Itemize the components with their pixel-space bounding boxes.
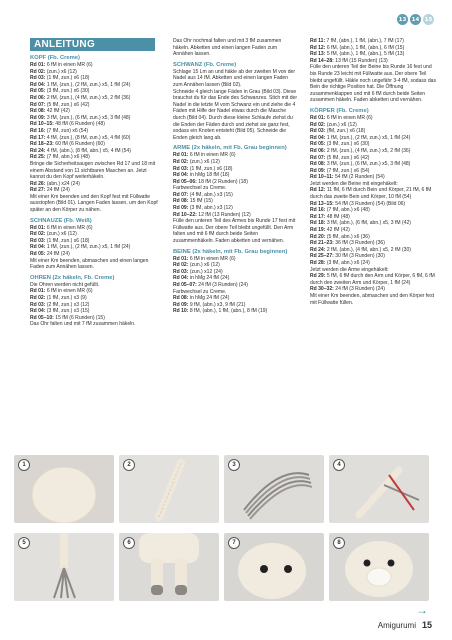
round-label: Rd 08: [173,295,189,302]
round-label: Rd 07: [310,154,326,161]
instruction-text: 1 fM, (zun.), (2 fM, zun.) x5, 1 fM (24) [325,134,411,141]
instruction-line [310,174,438,181]
page-footer [378,620,432,630]
instruction-text: (1 fM, zun.) x3 (9) [45,295,87,301]
round-label: Rd 27: [30,187,46,194]
next-page-arrow[interactable]: → [416,603,428,617]
instruction-text: (1 fM, zun.) x6 (18) [45,237,90,244]
instruction-text: 6 fM in einen MR (6) [45,224,93,231]
round-label: Rd 04: [30,81,46,88]
instruction-text: (zun.) x6 (12) [325,121,357,128]
instruction-line [30,82,160,89]
instruction-text: Mit einer Km beenden, abmaschen und den Körper fest mit Füllwatte füllen. [310,292,435,306]
round-label: Rd 05–06: [173,178,197,185]
instruction-line [30,315,160,322]
instruction-line [30,181,160,188]
instruction-line [30,108,160,115]
instruction-line [310,187,438,200]
instruction-text: (3 fM, zun.) x3 (15) [45,308,90,315]
instruction-text: (abn.) x24 (24) [45,180,80,187]
instruction-text: 24 fM (24) [45,187,70,194]
instruction-line [310,115,438,122]
instruction-line [30,161,160,181]
instruction-line [30,135,160,142]
round-label: Rd 10–22: [173,211,197,218]
instruction-line [30,288,160,295]
instruction-line [173,282,298,289]
instruction-text: 30 fM (3 Runden) (30) [333,253,385,260]
instruction-text: 12 fM (13 Runden) (12) [196,211,251,218]
round-label: Rd 04: [30,308,46,315]
instruction-line [173,302,298,309]
instruction-text: 1 fM, (zun.), (2 fM, zun.) x5, 1 fM (24) [45,81,131,88]
instruction-text: 36 fM (3 Runden) (36) [333,240,385,247]
instruction-line [310,247,438,254]
round-label: Rd 03: [173,268,189,275]
instruction-line [30,295,160,302]
instruction-line [173,275,298,282]
instruction-line [310,273,438,286]
instruction-line [173,152,298,159]
photo-5 [14,533,114,601]
instruction-text: 24 fM (3 Runden) (24) [196,282,248,288]
instruction-text: (zun.) x6 (12) [45,68,77,75]
round-label: Rd 10–15: [30,121,54,128]
round-label: Rd 01: [173,255,189,262]
section-title: SCHNAUZE (Fb. Weiß) [30,217,92,224]
round-label: Rd 07: [30,101,46,108]
instruction-line [173,172,298,179]
instruction-line [173,179,298,186]
round-label: Rd 02: [30,231,46,238]
instruction-text: 42 fM (42) [45,108,70,115]
section-title: SCHWANZ (Fb. Creme) [173,61,237,68]
instruction-text: 6 fM in einen MR (6) [188,255,236,262]
instruction-text: in hMg 18 fM (18) [188,172,230,179]
round-label: Rd 17: [30,134,46,141]
round-label: Rd 06: [310,147,326,154]
instruction-line [310,253,438,260]
photo-7 [224,533,324,601]
section-title: OHREN (2x häkeln, Fb. Creme) [30,274,115,281]
instruction-line [30,95,160,102]
page-number: 15 [421,620,432,630]
instruction-text: Jetzt werden die Arme eingehäkelt: [310,266,389,273]
instruction-text: 5 fM, 6 fM durch den Arm und Körper, 6 fM, 6 fM durch den zweiten Arm und Körper, 1 fM (24) [310,273,435,286]
round-label: Rd 05: [310,141,326,148]
round-label: Rd 12: [310,44,326,51]
round-label: Rd 21–23: [310,240,334,247]
instruction-line [310,64,438,104]
instruction-line [173,198,298,205]
instruction-text: (7 fM, abn.) x6 (48) [45,154,90,161]
instruction-text: (5 fM, zun.) x6 (42) [45,101,90,108]
instruction-line [30,302,160,309]
round-label: Rd 07: [173,191,189,198]
instruction-line [30,258,160,271]
instruction-line [173,212,298,219]
round-label: Rd 03: [30,75,46,82]
magazine-title: Amigurumi [377,621,416,630]
instruction-text: 13 fM (15 Runden) (13) [333,57,388,64]
instruction-text: 2 fM, (zun.), (4 fM, zun.) x5, 2 fM (36) [45,94,131,101]
instruction-line [30,225,160,232]
section-title: BEINE (2x häkeln, mit Fb. Grau beginnen) [173,248,288,255]
instruction-line [310,207,438,214]
instruction-line [310,234,438,241]
photo-number: 7 [228,537,240,549]
round-label: Rd 19: [310,227,326,234]
instruction-line [173,295,298,302]
instructions-heading: ANLEITUNG [30,38,155,51]
instruction-text: Farbwechsel zu Creme. [173,288,227,295]
round-label: Rd 08: [173,198,189,205]
section-title: KÖRPER (Fb. Creme) [310,107,369,114]
instruction-text: 15 fM (15) [188,198,213,205]
instruction-line [30,115,160,122]
instruction-line [310,128,438,135]
instruction-line [310,267,438,274]
round-label: Rd 05–07: [173,282,197,288]
instruction-line [30,69,160,76]
instruction-text: (zun.) x6 (12) [188,262,220,269]
section-body [30,62,160,214]
instruction-text: 1 fM, (zun.), (2 fM, zun.) x5, 1 fM (24) [45,244,131,251]
photo-number: 2 [123,459,135,471]
instruction-line [310,220,438,227]
instruction-text: 15 fM (6 Runden) (15) [53,314,105,321]
instruction-text: (1 fM, zun.) x6 (18) [45,75,90,82]
round-label: Rd 02: [173,158,189,165]
round-label: Rd 06: [30,94,46,101]
round-label: Rd 16: [30,127,46,134]
instruction-text: Mit einer Km beenden und den Kopf fest mit Füllwatte ausstopfen (Bild 01). Langen Faden lassen, um den Kopf später an den Körper zu nähen. [30,193,158,214]
instruction-text: (4 fM, abn.) x3 (15) [188,191,233,198]
round-label: Rd 04: [173,275,189,282]
instruction-line [310,58,438,65]
instruction-text: Mit einer Km beenden, abmaschen und einen langen Faden zum Annähen lassen. [30,257,149,271]
instruction-line [30,102,160,109]
round-label: Rd 18–23: [30,141,54,148]
photo-4 [329,455,429,523]
instruction-text: (fM, zun.) x6 (18) [325,128,366,135]
instruction-text: 4 fM, (zun.), (8 fM, zun.) x5, 4 fM (60) [45,134,131,141]
instruction-text: 42 fM (42) [325,227,350,234]
instruction-line [310,155,438,162]
photo-6 [119,533,219,601]
round-label: Rd 17: [310,213,326,220]
column-1 [30,38,160,328]
instruction-line [30,251,160,258]
instruction-text: (5 fM, abn.) x6 (36) [325,233,370,240]
round-label: Rd 28: [310,260,326,266]
photo-number: 4 [333,459,345,471]
instruction-line [310,181,438,188]
instruction-line [173,185,298,192]
instruction-line [30,128,160,135]
round-label: Rd 11: [310,38,326,44]
instruction-text: 4 fM, (abn.), (8 fM, abn.) x5, 4 fM (54) [45,147,131,154]
round-label: Rd 01: [30,224,46,231]
page-number-badges [397,14,434,25]
instruction-text: (zun.) x6 (12) [45,231,77,238]
instruction-line [30,231,160,238]
round-label: Rd 30–32: [310,286,334,293]
photo-2 [119,455,219,523]
section-title: KOPF (Fb. Creme) [30,55,80,61]
instruction-text: (1 fM, zun.) x6 (18) [188,165,233,172]
instruction-text: 5 fM, (abn.), 1 fM, (abn.), 5 fM (13) [325,51,405,58]
instruction-line [30,141,160,148]
instruction-line [310,240,438,247]
instruction-text: 48 fM (6 Runden) (48) [53,121,105,128]
round-label: Rd 25: [30,154,46,161]
round-label: Rd 12: [310,187,326,194]
round-label: Rd 03: [173,165,189,172]
round-label: Rd 18: [310,220,326,227]
round-label: Rd 09: [173,205,189,212]
round-label: Rd 08: [310,161,326,168]
instruction-line [310,286,438,293]
instruction-line [30,62,160,69]
round-label: Rd 10: [173,308,189,315]
round-label: Rd 02: [30,68,46,75]
instruction-text: 8 fM, (abn.), 1 fM, (abn.), 8 fM (19) [188,308,268,315]
instruction-text: 24 fM (24) [45,251,70,258]
section-body [310,115,438,306]
instruction-line [173,192,298,199]
round-label: Rd 16: [310,207,326,214]
instruction-line [30,238,160,245]
instruction-line [173,308,298,315]
section-body [173,256,298,315]
instruction-text: Farbwechsel zu Creme. [173,185,227,192]
badge-13: 13 [397,14,408,25]
photo-3 [224,455,324,523]
instruction-line [310,45,438,52]
instruction-line [310,161,438,168]
instruction-line [310,141,438,148]
section-body [30,282,160,328]
instruction-line [310,38,438,45]
photo-number: 5 [18,537,30,549]
instruction-text: in hMg 24 fM (24) [188,295,230,302]
round-label: Rd 08: [30,108,46,115]
section-body [173,69,298,142]
badge-15: 15 [423,14,434,25]
instruction-line [310,122,438,129]
round-label: Rd 05: [30,88,46,95]
round-label: Rd 14–28: [310,57,334,64]
instruction-text: (zun.) x12 (24) [188,268,223,275]
instruction-text: (3 fM, zun.) x6 (30) [325,141,370,148]
instruction-text: Die Ohren werden nicht gefüllt. [30,281,100,288]
instruction-text: (5 fM, zun.) x6 (42) [325,154,370,161]
instruction-line [30,121,160,128]
round-label: Rd 01: [310,114,326,121]
instruction-line [173,262,298,269]
instruction-text: Schlage 15 Lm an und häkle ab der zweiten M von der Nadel aus 14 fM. Abketten und einen langen Faden zum Annähen lassen (Bild 02). [173,68,296,88]
instruction-line [30,75,160,82]
instruction-line [310,51,438,58]
instruction-line [173,69,298,89]
round-label: Rd 03: [310,128,326,135]
instruction-text: 3 fM, (abn.), (6 fM, abn.) x5, 3 fM (42) [325,220,411,227]
instruction-text: 48 fM (48) [325,213,350,220]
round-label: Rd 04: [310,134,326,141]
instruction-text: 11 fM, 6 fM durch Bein und Körper, 21 fM, 6 fM durch das zweite Bein und Körper, 10 fM (54) [310,187,432,201]
instruction-line [173,289,298,296]
instruction-text: (7 fM, zun.) x6 (54) [325,167,370,174]
round-label: Rd 01: [30,288,46,295]
round-label: Rd 05–10: [30,314,54,321]
round-label: Rd 24: [30,147,46,154]
instruction-text: Fülle den unteren Teil der Beine bis Runde 16 fest und bis Runde 23 leicht mit Füllwatte aus. Der obere Teil bleibt ungefüllt. Häkle noch ungefähr 3-4 fM, sodass das Bein die richtige Position hat. Die Öffnung zusammenklappen und mit 6 fM durch beide Seiten zusammen häkeln. Faden abketten und vernähen. [310,64,436,104]
round-label: Rd 25–27: [310,253,334,260]
instruction-text: 7 fM, (abn.), 1 fM, (abn.), 7 fM (17) [325,38,404,44]
instruction-line [173,205,298,212]
round-label: Rd 04: [173,172,189,179]
round-label: Rd 10–11: [310,174,334,181]
instruction-line [173,89,298,142]
instruction-text: 6 fM in einen MR (6) [45,288,93,295]
instruction-text: 2 fM, (zun.), (4 fM, zun.) x5, 2 fM (36) [325,147,411,154]
photo-number: 8 [333,537,345,549]
column-3 [310,38,438,306]
photo-number: 6 [123,537,135,549]
instruction-text: (3 fM, abn.) x6 (24) [325,260,370,266]
round-label: Rd 02: [310,121,326,128]
badge-14: 14 [410,14,421,25]
instruction-line [30,244,160,251]
round-label: Rd 02: [173,262,189,269]
round-label: Rd 09: [310,167,326,174]
round-label: Rd 09: [173,301,189,308]
section-body [173,152,298,244]
instruction-text: 6 fM, (abn.), 1 fM, (abn.), 6 fM (15) [325,44,405,51]
instruction-line [310,148,438,155]
instruction-line [173,159,298,166]
instruction-line [310,135,438,142]
instruction-text: 9 fM, (abn.) x3, 9 fM (21) [188,301,246,308]
instruction-text: 60 fM (6 Runden) (60) [53,141,105,148]
round-label: Rd 02: [30,295,46,301]
instruction-line [30,194,160,214]
instruction-text: (7 fM, zun) x6 (54) [45,127,89,134]
column-2 [173,38,298,315]
instruction-line [310,201,438,208]
instruction-text: (zun.) x6 (12) [188,158,220,165]
instruction-text: Jetzt werden die Beine mit eingehäkelt: [310,180,398,187]
round-label: Rd 13: [310,51,326,58]
instruction-text: 6 fM in einen MR (6) [188,152,236,159]
round-label: Rd 26: [30,180,46,187]
instruction-line [310,168,438,175]
round-label: Rd 05: [30,251,46,258]
instruction-line [173,218,298,244]
instruction-text: 3 fM, (zun.), (6 fM, zun.) x5, 3 fM (48) [45,114,131,121]
instruction-line [310,214,438,221]
instruction-text: 3 fM, (zun.), (6 fM, zun.) x5, 3 fM (48) [325,161,411,168]
round-label: Rd 03: [30,301,46,308]
instruction-line [30,187,160,194]
intro-text: Das Ohr nochmal falten und mit 3 fM zusammen häkeln. Abketten und einen langen Faden zum Annähen lassen. [173,38,282,58]
instruction-text: 54 fM (2 Runden) (54) [333,174,385,181]
instruction-text: (7 fM, abn.) x6 (48) [325,207,370,214]
instruction-text: Das Ohr falten und mit 7 fM zusammen häkeln. [30,321,136,328]
instruction-text: (3 fM, zun.) x6 (30) [45,88,90,95]
instruction-text: (2 fM, zun.) x3 (12) [45,301,90,308]
instruction-line [30,148,160,155]
instruction-text: in hMg 24 fM (24) [188,275,230,282]
photo-8 [329,533,429,601]
instruction-text: 2 fM, (abn.), (4 fM, abn.) x5, 2 fM (30) [325,246,411,253]
round-label: Rd 09: [30,114,46,121]
round-label: Rd 01: [173,152,189,159]
instruction-line [173,256,298,263]
round-label: Rd 04: [30,244,46,251]
round-label: Rd 20: [310,233,326,240]
instruction-text: (3 fM, abn.) x3 (12) [188,205,233,212]
instruction-line [30,321,160,328]
round-label: Rd 24: [310,246,326,253]
round-label: Rd 01: [30,62,46,68]
instruction-line [30,308,160,315]
instruction-text: 6 fM in einen MR (6) [325,114,373,121]
instruction-text: Fülle den unteren Teil des Armes bis Runde 17 fest mit Füllwatte aus. Der obere Teil bleibt ungefüllt. Den Arm falten und mit 6 fM durch beide Seiten zusammenhäkeln. Faden abketten und vernähen. [173,218,296,245]
instruction-line [310,293,438,306]
instruction-text: 24 fM (3 Runden) (24) [333,286,385,293]
instruction-line [173,166,298,173]
instruction-line [30,154,160,161]
instruction-text: 54 fM (3 Runden) (54) (Bild 06) [333,200,406,207]
photo-number: 3 [228,459,240,471]
section-body [30,225,160,271]
round-label: Rd 03: [30,237,46,244]
instruction-text: Schneide 4 gleich lange Fäden in Grau (Bild 03). Diese brauchst du für das Ende des Schwanzes. Stich mit der Nadel in die letzte M vom Schwanz ein und ziehe die 4 Fäden mit Hilfe der Nadel etwas durch die Masche durch (Bild 04). Durch diese kleine Schlaufe ziehst du die Enden der Fäden durch und ziehst sie ganz fest, sodass ein Knoten entsteht (Bild 05). Schneide die Enden gleich lang ab. [173,88,297,141]
instruction-text: Bringe die Sicherheitsaugen zwischen Rd 17 und 18 mit einem Abstand von 11 sichtbaren Maschen an. Jetzt kannst du den Kopf weiterhäkeln. [30,160,156,181]
instruction-line [310,227,438,234]
section-title: ARME (2x häkeln, mit Fb. Grau beginnen) [173,145,287,152]
instruction-line [30,282,160,289]
instruction-line [173,269,298,276]
instruction-line [30,88,160,95]
instruction-line [310,260,438,267]
instruction-text: 6 fM in einen MR (6) [45,62,93,68]
round-label: Rd 13–15: [310,200,334,207]
round-label: Rd 29: [310,273,326,280]
instruction-text: 18 fM (2 Runden) (18) [196,178,248,185]
photo-1 [14,455,114,523]
photo-grid [14,455,434,605]
photo-number: 1 [18,459,30,471]
